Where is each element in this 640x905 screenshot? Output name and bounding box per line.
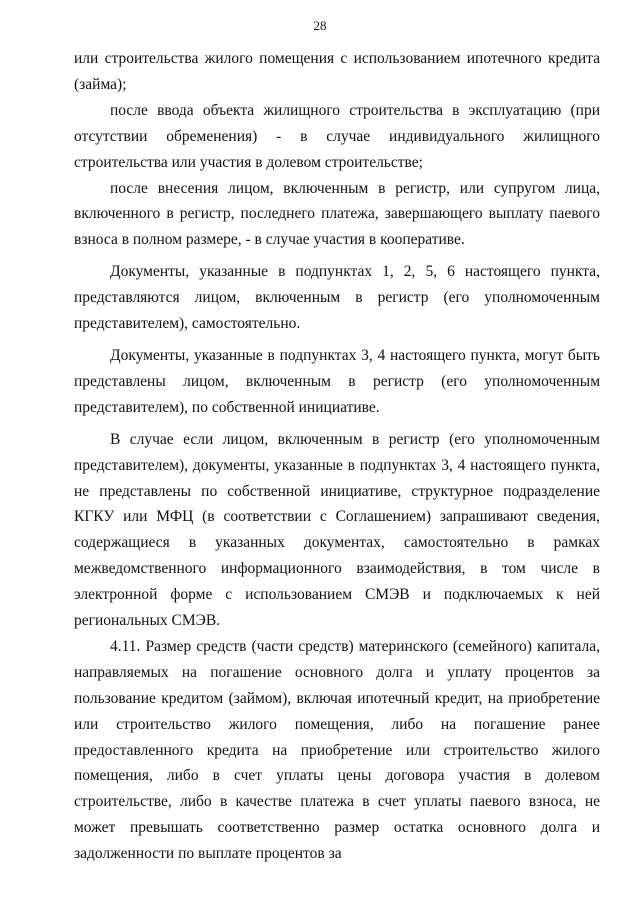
paragraph: Документы, указанные в подпунктах 1, 2, 5, 6 настоящего пункта, представляются лицом, включенным в регистр (его уполномоченным представителем), самостоятельно. <box>74 263 600 333</box>
page-number: 28 <box>313 18 327 33</box>
paragraph: В случае если лицом, включенным в регистр (его уполномоченным представителем), документы, указанные в подпунктах 3, 4 настоящего пункта, не представлены по собственной инициативе, структурное подразделение КГКУ или МФЦ (в соответствии с Соглашением) запрашивают сведения, содержащиеся в указанных документах, самостоятельно в рамках межведомственного информационного взаимодействия, в том числе в электронной форме с использованием СМЭВ и подключаемых к ней региональных СМЭВ. <box>74 430 600 630</box>
document-body <box>74 46 600 867</box>
paragraph: или строительства жилого помещения с использованием ипотечного кредита (займа); <box>74 50 600 93</box>
paragraph: Документы, указанные в подпунктах 3, 4 настоящего пункта, могут быть представлены лицом, включенным в регистр (его уполномоченным представителем), по собственной инициативе. <box>74 346 600 416</box>
paragraph: 4.11. Размер средств (части средств) материнского (семейного) капитала, направляемых на погашение основного долга и уплату процентов за пользование кредитом (займом), включая ипотечный кредит, на приобретение или строительство жилого помещения, либо на погашение ранее предоставленного кредита на приобретение или строительство жилого помещения, либо в счет уплаты цены договора участия в долевом строительстве, либо в качестве платежа в счет уплаты паевого взноса, не может превышать соответственно размер остатка основного долга и задолженности по выплате процентов за <box>74 637 600 863</box>
paragraph: после ввода объекта жилищного строительства в эксплуатацию (при отсутствии обременения) - в случае индивидуального жилищного строительства или участия в долевом строительстве; <box>74 101 600 171</box>
paragraph: после внесения лицом, включенным в регистр, или супругом лица, включенного в регистр, последнего платежа, завершающего выплату паевого взноса в полном размере, - в случае участия в кооперативе. <box>74 179 600 249</box>
